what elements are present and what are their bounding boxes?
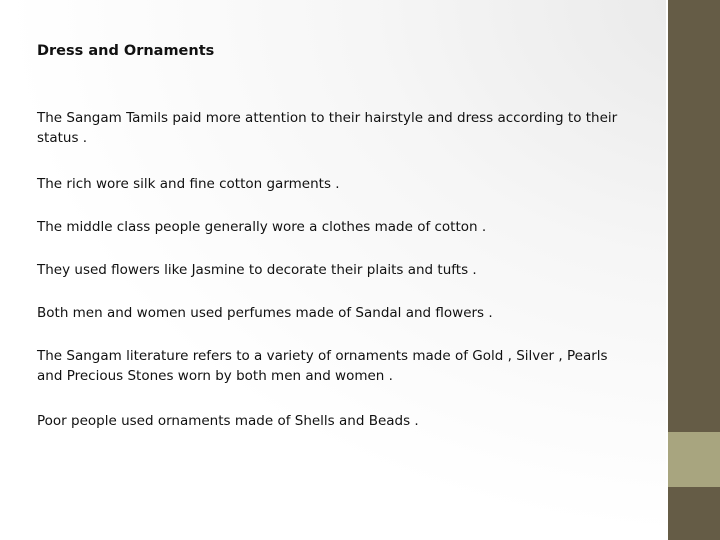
slide-title: Dress and Ornaments [37,43,215,59]
paragraph-middle-class: The middle class people generally wore a clothes made of cotton . [37,219,487,235]
paragraph-hairstyle: The Sangam Tamils paid more attention to their hairstyle and dress according to their status . [37,110,618,146]
paragraph-ornaments: The Sangam literature refers to a variety of ornaments made of Gold , Silver , Pearls and Precious Stones worn by both men and women . [37,348,608,384]
paragraph-rich-garments: The rich wore silk and fine cotton garments . [37,176,340,192]
decorative-sidebar-accent [668,432,720,487]
paragraph-poor-people: Poor people used ornaments made of Shells and Beads . [37,413,419,429]
paragraph-perfumes: Both men and women used perfumes made of Sandal and flowers . [37,305,493,321]
paragraph-flowers: They used flowers like Jasmine to decorate their plaits and tufts . [37,262,477,278]
